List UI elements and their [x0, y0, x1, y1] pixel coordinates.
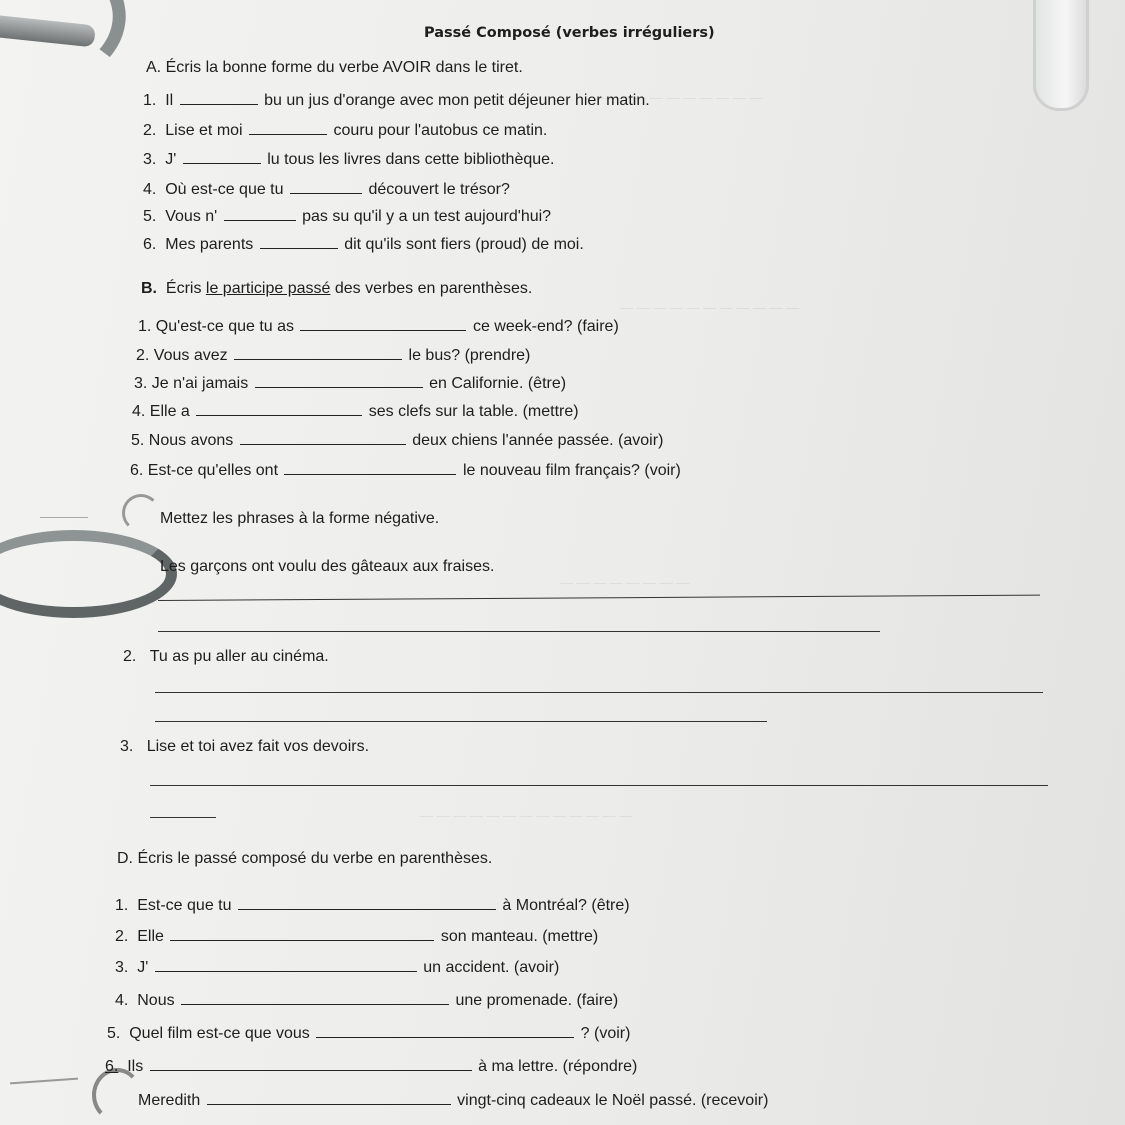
answer-blank[interactable]: [238, 895, 496, 910]
section-c-sentence: Lise et toi avez fait vos devoirs.: [146, 738, 370, 755]
answer-line[interactable]: [155, 692, 1043, 693]
answer-blank[interactable]: [240, 430, 406, 445]
section-b-heading: B. Écris le participe passé des verbes en parenthèses.: [141, 280, 533, 297]
answer-line[interactable]: [158, 631, 880, 632]
answer-blank[interactable]: [224, 206, 296, 221]
section-b-item: 3. Je n'ai jamais en Californie. (être): [134, 375, 567, 392]
answer-blank[interactable]: [180, 90, 258, 105]
answer-blank[interactable]: [183, 149, 261, 164]
section-d-item: 4. Nous une promenade. (faire): [115, 992, 619, 1009]
answer-blank[interactable]: [196, 401, 362, 416]
answer-blank[interactable]: [207, 1090, 451, 1105]
pencil-mark: [10, 1078, 78, 1085]
section-a-heading: A. Écris la bonne forme du verbe AVOIR dans le tiret.: [146, 59, 523, 76]
binder-ring-middle: [0, 530, 177, 618]
section-a-item: 4. Où est-ce que tu découvert le trésor?: [143, 181, 510, 198]
answer-blank[interactable]: [316, 1023, 574, 1038]
answer-line[interactable]: [155, 721, 767, 722]
binder-hole-punch: [122, 494, 160, 532]
section-d-item: 2. Elle son manteau. (mettre): [115, 928, 599, 945]
answer-line[interactable]: [150, 817, 216, 818]
section-d-item: 1. Est-ce que tu à Montréal? (être): [115, 897, 630, 914]
answer-blank[interactable]: [249, 120, 327, 135]
show-through-text: — — — — — — — — — —: [600, 90, 763, 105]
section-b-item: 4. Elle a ses clefs sur la table. (mettre): [132, 403, 579, 420]
underlined-phrase: le participe passé: [205, 280, 331, 297]
answer-line[interactable]: [158, 595, 1040, 601]
section-c-item: 2. Tu as pu aller au cinéma.: [123, 648, 329, 665]
section-b-item: 6. Est-ce qu'elles ont le nouveau film français? (voir): [130, 462, 681, 479]
section-c-sentence: Tu as pu aller au cinéma.: [149, 648, 329, 665]
section-d-item: Meredith vingt-cinq cadeaux le Noël passé. (recevoir): [138, 1092, 769, 1109]
answer-blank[interactable]: [234, 345, 402, 360]
show-through-text: — — — — — — — —: [560, 575, 690, 590]
worksheet-title: Passé Composé (verbes irréguliers): [424, 25, 715, 41]
section-c-item: 3. Lise et toi avez fait vos devoirs.: [120, 738, 370, 755]
section-b-item: 2. Vous avez le bus? (prendre): [136, 347, 531, 364]
answer-blank[interactable]: [290, 179, 362, 194]
section-a-item: 3. J' lu tous les livres dans cette bibliothèque.: [143, 151, 555, 168]
binder-ring-top: [0, 0, 135, 99]
section-b-item: 5. Nous avons deux chiens l'année passée. (avoir): [131, 432, 664, 449]
pencil-mark: [40, 517, 88, 518]
binder-tab: [1033, 0, 1089, 111]
section-d-item: 3. J' un accident. (avoir): [115, 959, 560, 976]
answer-line[interactable]: [150, 785, 1048, 786]
section-b-item: 1. Qu'est-ce que tu as ce week-end? (faire): [138, 318, 619, 335]
section-d-heading: D. Écris le passé composé du verbe en parenthèses.: [117, 850, 493, 867]
answer-blank[interactable]: [170, 926, 434, 941]
answer-blank[interactable]: [181, 990, 449, 1005]
answer-blank[interactable]: [300, 316, 466, 331]
answer-blank[interactable]: [150, 1056, 472, 1071]
section-a-item: 6. Mes parents dit qu'ils sont fiers (proud) de moi.: [143, 236, 584, 253]
binder-hole-punch-bottom: [92, 1068, 142, 1122]
answer-blank[interactable]: [255, 373, 423, 388]
section-a-item: 1. Il bu un jus d'orange avec mon petit déjeuner hier matin.: [143, 92, 650, 109]
section-a-item: 5. Vous n' pas su qu'il y a un test aujourd'hui?: [143, 208, 552, 225]
show-through-text: — — — — — — — — — — — — —: [420, 808, 633, 823]
section-d-item: 6. Ils à ma lettre. (répondre): [105, 1058, 638, 1075]
show-through-text: — — — — — — — — — — —: [620, 300, 800, 315]
section-d-item: 5. Quel film est-ce que vous ? (voir): [107, 1025, 631, 1042]
answer-blank[interactable]: [260, 234, 338, 249]
section-c-sentence: Les garçons ont voulu des gâteaux aux fraises.: [160, 558, 495, 575]
answer-blank[interactable]: [155, 957, 417, 972]
section-c-heading: Mettez les phrases à la forme négative.: [160, 510, 440, 527]
answer-blank[interactable]: [284, 460, 456, 475]
section-a-item: 2. Lise et moi couru pour l'autobus ce matin.: [143, 122, 548, 139]
